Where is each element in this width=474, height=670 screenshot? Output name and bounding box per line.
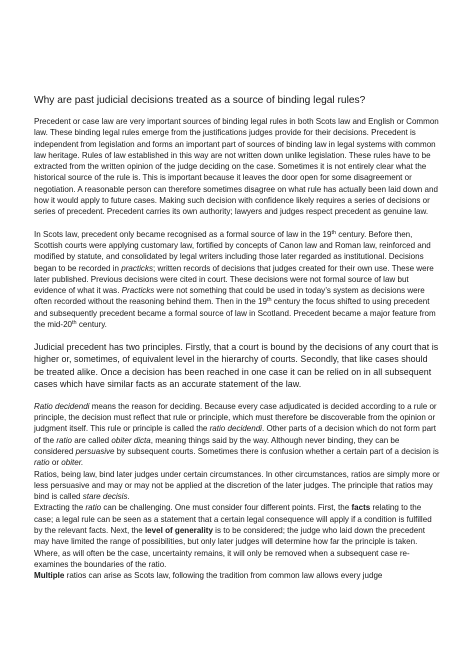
text-span: Extracting the [34,503,86,513]
italic-term: ratio [34,458,50,468]
paragraph-scots-law-history [34,229,440,331]
paragraph-extracting-ratio [34,502,440,581]
superscript: th [72,320,77,327]
paragraph-ratio-decidendi [34,401,440,503]
italic-term: ratio [56,435,73,445]
text-span: century the focus shifted to using precedent and subsequently precedent became a formal source of law in Scotland. Precedent became a major feature from the mid-20 [34,297,436,330]
italic-term: ratio decidendi [209,424,262,434]
bold-term: level of generality [144,525,213,535]
italic-term: obiter dicta [111,435,151,445]
text-span: ratios can arise as Scots law, following the tradition from common law allows every judge [64,571,383,581]
italic-term: persuasive [75,446,115,456]
text-span: can be challenging. One must consider four different points. First, the [101,503,352,513]
page-title: Why are past judicial decisions treated as a source of binding legal rules? [34,95,366,106]
italic-term: ratio [85,503,102,513]
paragraph-precedent-intro: Precedent or case law are very important sources of binding legal rules in both Scots law and English or Common law. These binding legal rules emerge from the justifications judges provide for their decisions. Precedent is independent from legislation and forms an important part of sources of binding law in legal systems with common law heritage. Rules of law established in this way are not written down unlike legislation. These rules have to be extracted from the written opinion of the judge deciding on the case. Sometimes it is not entirely clear what the historical source of the rule is. This is important because it leaves the door open for some disagreement or negotiation. A reasonable person can therefore sometimes disagree on what rule has actually been laid down and how it would apply to future cases. Making such decision with confidence likely requires a series of decisions or series of precedent. Precedent carries its own authority; lawyers and judges respect precedent as genuine law. [34,117,439,217]
bold-term: facts [351,503,371,513]
paragraph-two-principles: Judicial precedent has two principles. Firstly, that a court is bound by the decisions of any court that is higher or, sometimes, of equivalent level in the hierarchy of courts. Secondly, that like cases should be treated alike. Once a decision has been reached in one case it can be relied on in all subsequent cases which have similar facts as an accurate statement of the law. [34,342,439,389]
text-span: were not something that could be used in today’s system as decisions were often recorded without the reasoning behind them. Then in the 19 [34,286,425,307]
text-span: century. Before then, Scottish courts were applying customary law, fortified by concepts of Canon law and Roman law, reinforced and modified by statute, and consolidated by legal writers including those later regarded as institutional. Decisions began to be recorded in [34,229,431,273]
text-span: by subsequent courts. Sometimes there is confusion whether a certain part of a decision is [114,446,439,456]
text-span: or [49,458,62,468]
superscript: th [331,229,337,236]
text-span: Ratios, being law, bind later judges under certain circumstances. In other circumstances, ratios are simply more or less persuasive and may or may not be applied at the discretion of the later judges. The principle that ratios may bind is called [34,469,440,502]
text-span: ; written records of decisions that judges created for their own use. These were later published. Previous decisions were cited in court. These decisions were not formal source of law but evidence of what it was. [34,263,434,296]
italic-term: obiter. [61,458,84,468]
text-span: relating to the case; a legal rule can be seen as a statement that a certain legal consequence will apply if a condition is fulfilled by the relevant facts. Next, the [34,503,432,535]
text-span: . [127,492,130,502]
text-span: , meaning things said by the way. Although never binding, they can be considered [34,435,400,456]
text-span: are called [72,435,112,445]
bold-term: Multiple [34,571,65,581]
superscript: th [266,297,272,304]
text-span: In Scots law, precedent only became recognised as a formal source of law in the 19 [34,229,332,239]
italic-term: stare decisis [82,492,128,502]
italic-term: Ratio decidendi [34,401,90,411]
text-span: is to be considered; the judge who laid down the precedent may have limited the range of possibilities, but only later judges will determine how far the principle is taken. Where, as will often be the case, uncertainty remains, it will only be removed when a subsequent case re-examines the boundaries of the ratio. [34,525,425,569]
text-span: . Other parts of a decision which do not form part of the [34,424,436,445]
italic-term: practicks [121,263,153,273]
text-span: century. [76,320,107,330]
italic-term: Practicks [121,286,155,296]
text-span: means the reason for deciding. Because every case adjudicated is decided according to a rule or principle, the decision must reflect that rule or principle, which must therefore be discoverable from the opinion or judgment itself. This rule or principle is called the [34,401,437,434]
